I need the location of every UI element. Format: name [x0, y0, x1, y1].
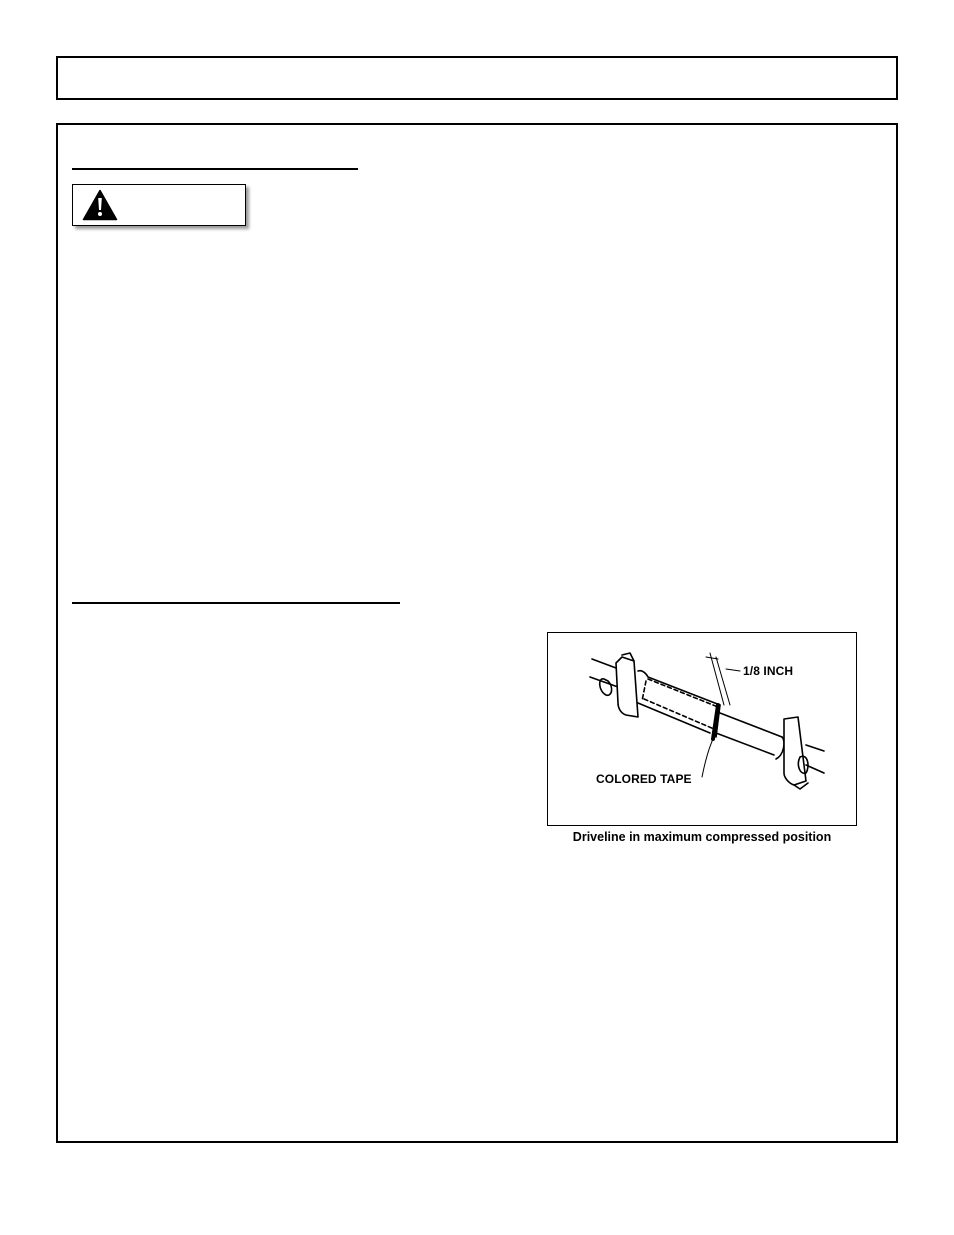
page-header-box [56, 56, 898, 100]
section-heading-rule-1 [72, 168, 358, 170]
driveline-figure [547, 632, 857, 826]
dimension-label: 1/8 INCH [743, 664, 794, 678]
warning-badge [72, 184, 246, 226]
driveline-illustration [548, 633, 856, 825]
figure-caption: Driveline in maximum compressed position [572, 830, 832, 844]
tape-label: COLORED TAPE [596, 772, 692, 786]
section-heading-rule-2 [72, 602, 400, 604]
warning-triangle-icon [82, 189, 118, 221]
